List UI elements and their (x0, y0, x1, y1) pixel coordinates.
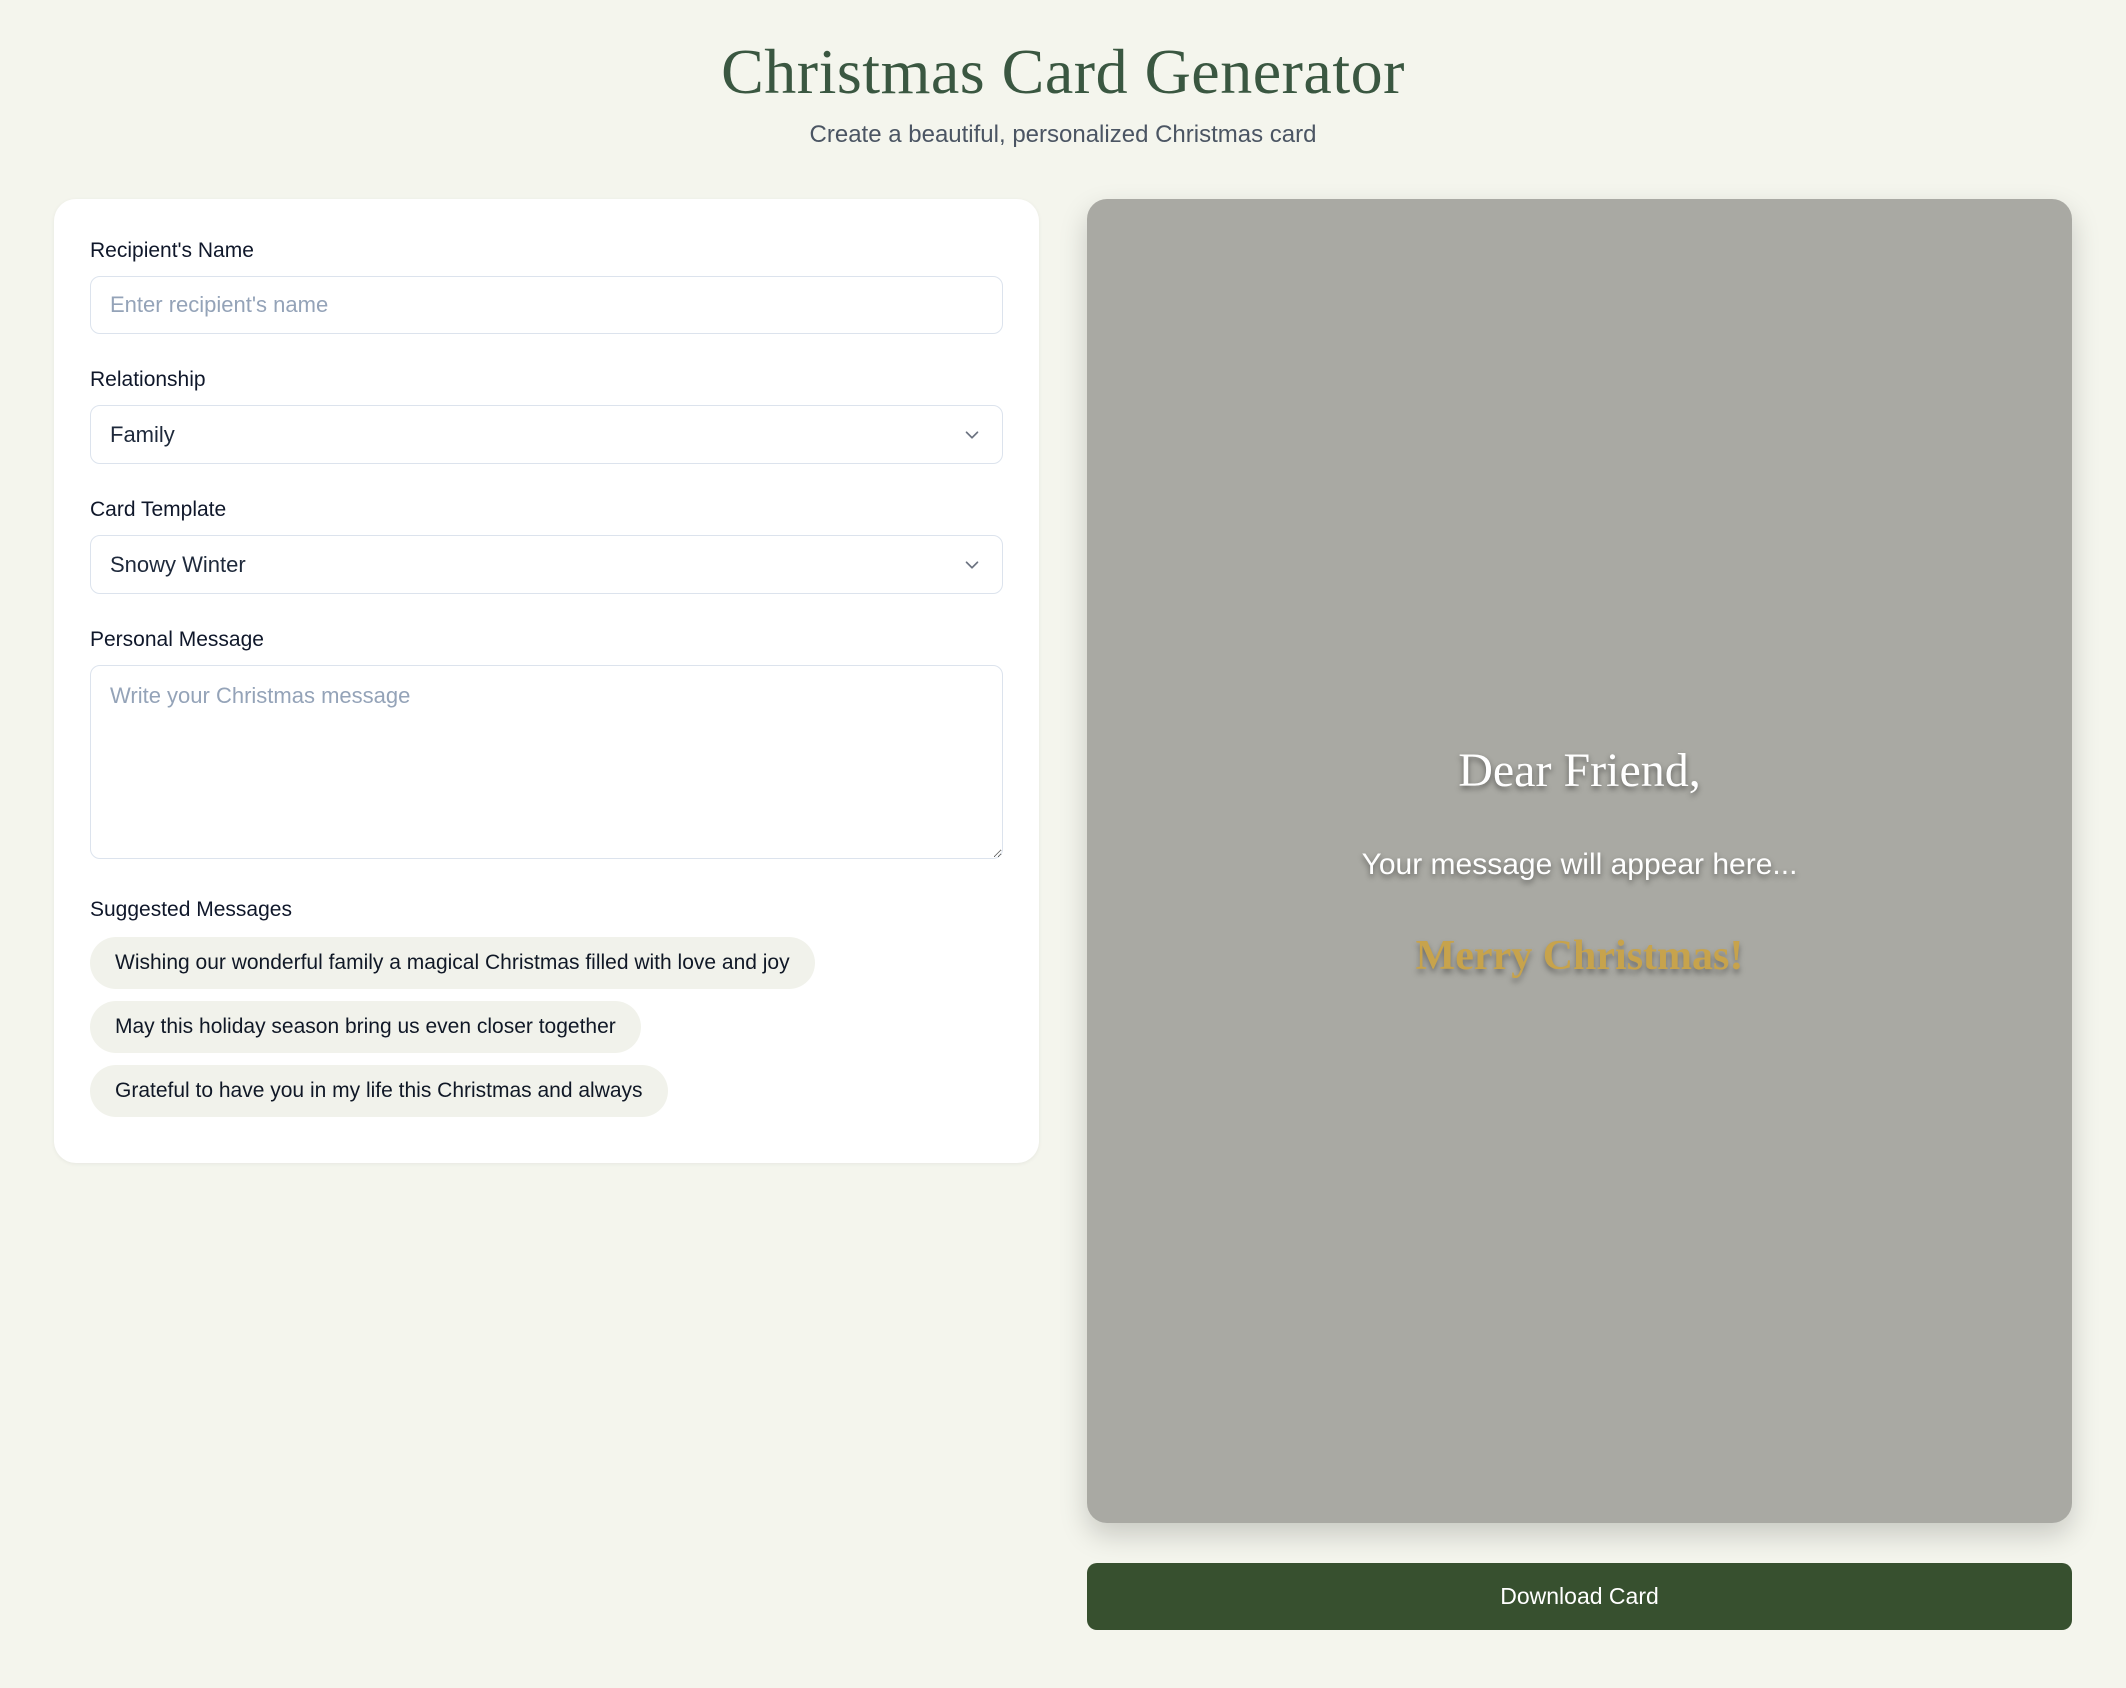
preview-message-placeholder: Your message will appear here... (1361, 847, 1798, 881)
relationship-label: Relationship (90, 368, 206, 392)
preview-greeting: Dear Friend, (1458, 743, 1701, 797)
personal-message-textarea[interactable] (90, 665, 1003, 859)
chevron-down-icon (961, 424, 983, 446)
relationship-select[interactable] (90, 405, 1003, 464)
card-template-group (90, 498, 1003, 594)
page-header (0, 0, 2126, 149)
page-title: Christmas Card Generator (721, 36, 1405, 107)
card-template-selected-value: Snowy Winter (110, 551, 246, 577)
chevron-down-icon (961, 554, 983, 576)
suggestions-list (90, 937, 1003, 1117)
page-subtitle: Create a beautiful, personalized Christmas card (809, 121, 1317, 149)
recipient-name-label: Recipient's Name (90, 239, 254, 263)
suggestion-pill[interactable]: May this holiday season bring us even closer together (90, 1001, 641, 1053)
suggested-messages-group (90, 898, 1003, 1117)
suggestion-pill[interactable]: Grateful to have you in my life this Christmas and always (90, 1065, 668, 1117)
suggestion-pill[interactable]: Wishing our wonderful family a magical Christmas filled with love and joy (90, 937, 815, 989)
relationship-selected-value: Family (110, 421, 175, 447)
main-content (0, 199, 2126, 1630)
download-card-button[interactable]: Download Card (1087, 1563, 2072, 1630)
recipient-name-group (90, 239, 1003, 334)
card-template-label: Card Template (90, 498, 227, 522)
card-preview (1087, 199, 2072, 1523)
preview-column (1087, 199, 2072, 1630)
card-form-panel (54, 199, 1039, 1163)
recipient-name-input[interactable] (90, 276, 1003, 334)
relationship-group (90, 368, 1003, 464)
personal-message-group (90, 628, 1003, 864)
personal-message-label: Personal Message (90, 628, 264, 652)
card-template-select[interactable] (90, 535, 1003, 594)
preview-signoff: Merry Christmas! (1415, 932, 1744, 979)
suggested-messages-label: Suggested Messages (90, 898, 292, 922)
